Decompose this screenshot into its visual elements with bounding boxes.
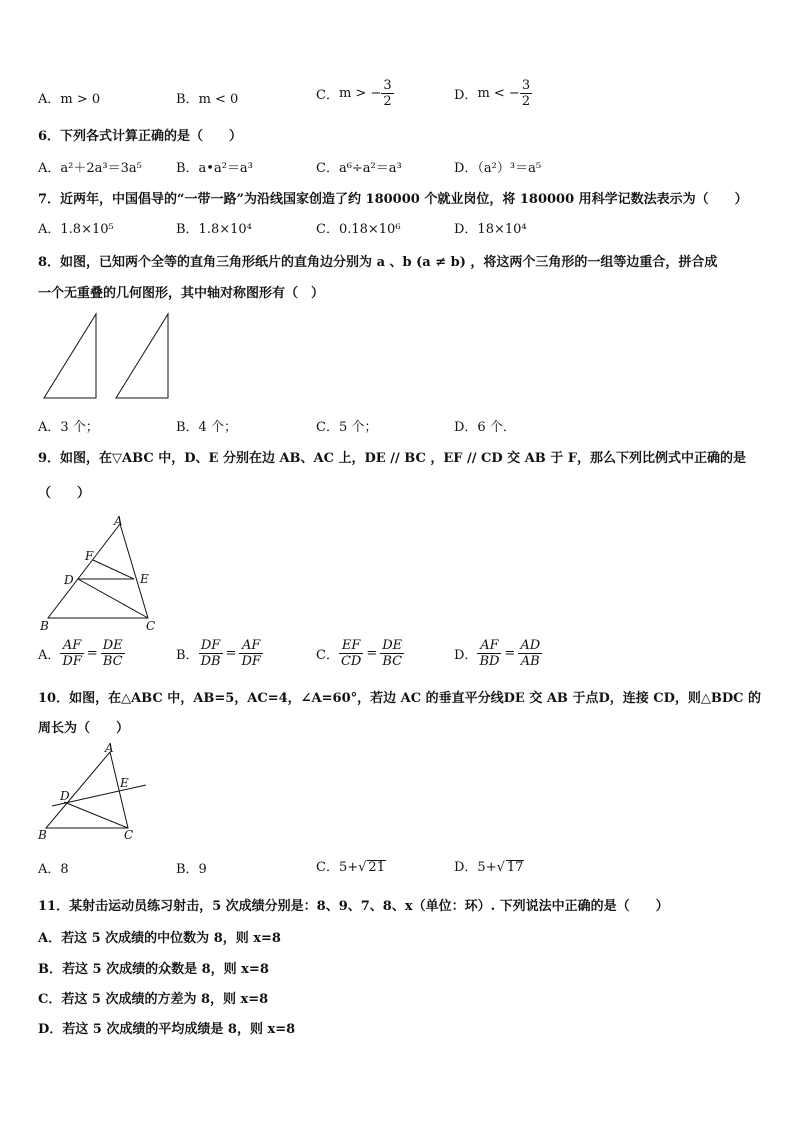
q11-option-d: D．若这 5 次成绩的平均成绩是 8，则 x=8	[38, 1022, 296, 1037]
option-expr: m < −	[477, 86, 520, 101]
q6-option-b: B．a•a²＝a³	[176, 161, 253, 176]
q5-option-d	[454, 78, 532, 109]
q6-stem: 6．下列各式计算正确的是（ ）	[38, 129, 243, 144]
q8-option-d: D．6 个．	[454, 420, 516, 435]
q11-option-c: C．若这 5 次成绩的方差为 8，则 x=8	[38, 992, 269, 1007]
q5-option-a	[38, 88, 100, 107]
point-a-label: A	[114, 514, 123, 528]
point-d-label: D	[60, 789, 70, 803]
q8-option-c: C．5 个；	[316, 420, 378, 435]
q10-option-b: B．9	[176, 862, 207, 877]
fraction: $\frac{DE}{BC}$	[382, 638, 403, 669]
option-label: D．	[454, 88, 478, 103]
point-b-label: B	[38, 828, 47, 842]
q10-option-c: C．5+√ 21	[316, 860, 385, 875]
segment-cd	[78, 579, 148, 618]
q8-option-a: A．3 个；	[38, 420, 99, 435]
option-expr: m < 0	[198, 92, 239, 107]
q7-stem: 7．近两年，中国倡导的“一带一路”为沿线国家创造了约 180000 个就业岗位，将 180000 用科学记数法表示为（ ）	[38, 192, 748, 207]
q9-option-c: C． $\frac{EF}{CD}$ = $\frac{DE}{BC}$	[316, 638, 403, 669]
q9-triangle-figure	[36, 514, 166, 632]
triangle-abc	[46, 752, 128, 828]
q11-option-b: B．若这 5 次成绩的众数是 8，则 x=8	[38, 962, 269, 977]
point-a-label: A	[105, 742, 114, 755]
fraction: $\frac{3}{2}$	[383, 78, 392, 109]
q7-option-c: C．0.18×10⁶	[316, 222, 401, 237]
fraction: $\frac{AF}{DF}$	[241, 638, 261, 669]
q6-option-d: D．（a²）³＝a⁵	[454, 161, 542, 176]
option-label: C．	[316, 88, 339, 103]
q11-stem: 11．某射击运动员练习射击，5 次成绩分别是：8、9、7、8、x（单位：环）. 下列说法中正确的是（ ）	[38, 899, 669, 914]
option-label: A．	[38, 92, 61, 107]
right-triangle-1	[44, 314, 96, 398]
q10-triangle-figure	[36, 742, 152, 842]
option-expr: m > −	[338, 86, 382, 101]
q9-option-b: B． $\frac{DF}{DB}$ = $\frac{AF}{DF}$	[176, 638, 261, 669]
q5-option-c	[316, 78, 394, 109]
point-f-label: F	[85, 549, 94, 563]
option-expr: m > 0	[60, 92, 101, 107]
q10-option-d: D．5+√ 17	[454, 860, 524, 875]
q6-option-c: C．a⁶÷a²＝a³	[316, 161, 402, 176]
q10-option-a: A．8	[38, 862, 69, 877]
point-c-label: C	[146, 619, 156, 632]
triangle-abc	[48, 524, 148, 618]
segment-ef	[93, 560, 134, 579]
q6-option-a: A．a²＋2a³＝3a⁵	[38, 161, 142, 176]
q8-triangles-figure	[40, 312, 180, 402]
q8-stem-line1: 8．如图，已知两个全等的直角三角形纸片的直角边分别为 a 、b (a ≠ b) ，将这两个三角形的一组等边重合，拼合成	[38, 255, 718, 270]
q9-option-a: A． $\frac{AF}{DF}$ = $\frac{DE}{BC}$	[38, 638, 123, 669]
q10-stem-line2: 周长为（ ）	[38, 721, 130, 736]
q5-option-b	[176, 88, 238, 107]
point-e-label: E	[120, 776, 129, 790]
q7-option-d: D．18×10⁴	[454, 222, 527, 237]
point-e-label: E	[140, 572, 149, 586]
fraction: $\frac{EF}{CD}$	[340, 638, 362, 669]
q9-stem-line1: 9．如图，在▽ABC 中，D、E 分别在边 AB、AC 上，DE // BC ，EF // CD 交 AB 于 F，那么下列比例式中正确的是	[38, 451, 747, 466]
q7-option-a: A．1.8×10⁵	[38, 222, 114, 237]
q9-option-d: D． $\frac{AF}{BD}$ = $\frac{AD}{AB}$	[454, 638, 541, 669]
fraction: $\frac{DE}{BC}$	[102, 638, 123, 669]
q9-stem-line2: （ ）	[38, 486, 91, 501]
fraction: $\frac{AF}{DF}$	[62, 638, 82, 669]
option-label: B．	[176, 92, 199, 107]
point-b-label: B	[40, 619, 49, 632]
point-c-label: C	[124, 828, 134, 842]
q10-stem-line1: 10．如图，在△ABC 中，AB=5，AC=4，∠A=60°，若边 AC 的垂直平分线DE 交 AB 于点D，连接 CD，则△BDC 的	[38, 691, 761, 706]
q8-option-b: B．4 个；	[176, 420, 237, 435]
fraction: $\frac{AD}{AB}$	[520, 638, 541, 669]
right-triangle-2	[116, 314, 168, 398]
q8-stem-line2: 一个无重叠的几何图形，其中轴对称图形有（ ）	[38, 286, 325, 301]
fraction: $\frac{DF}{DB}$	[200, 638, 221, 669]
fraction: $\frac{3}{2}$	[521, 78, 531, 109]
segment-cd	[64, 802, 128, 828]
q7-option-b: B．1.8×10⁴	[176, 222, 252, 237]
point-d-label: D	[64, 573, 74, 587]
q11-option-a: A．若这 5 次成绩的中位数为 8，则 x=8	[38, 931, 281, 946]
fraction: $\frac{AF}{BD}$	[479, 638, 500, 669]
